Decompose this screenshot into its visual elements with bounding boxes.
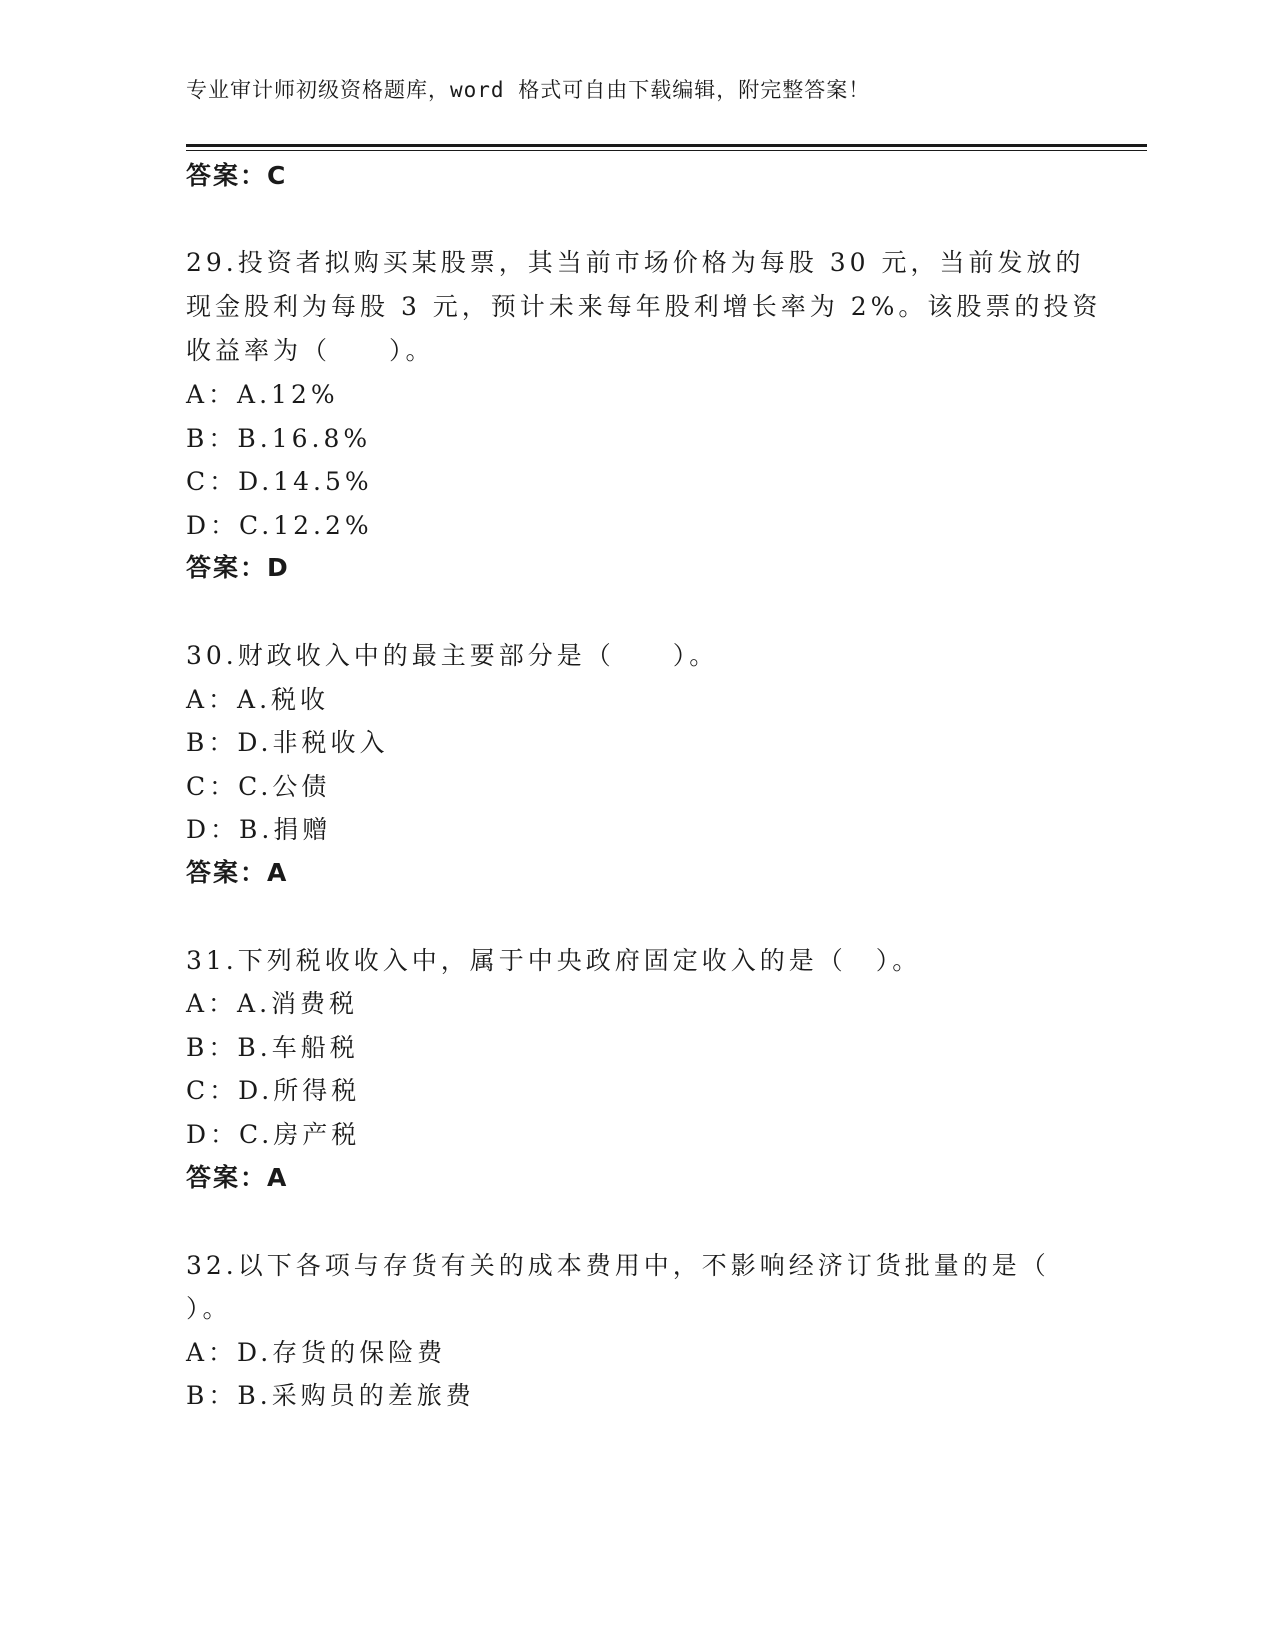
question-30-option-b: B：D.非税收入 [186, 728, 389, 757]
previous-answer: 答案：C [186, 161, 288, 190]
question-31-stem-line-1: 31.下列税收收入中，属于中央政府固定收入的是（ ）。 [186, 946, 922, 975]
question-29-option-d: D：C.12.2% [186, 511, 373, 540]
question-31-option-d: D：C.房产税 [186, 1120, 361, 1149]
header-rule-thin [186, 150, 1147, 151]
question-30-option-d: D：B.捐赠 [186, 815, 332, 844]
question-29-stem-line-3: 收益率为（ ）。 [186, 336, 435, 365]
question-31-option-b: B：B.车船税 [186, 1033, 359, 1062]
question-30-stem-line-1: 30.财政收入中的最主要部分是（ ）。 [186, 641, 719, 670]
question-31-option-a: A：A.消费税 [186, 989, 359, 1018]
question-29-stem-line-1: 29.投资者拟购买某股票，其当前市场价格为每股 30 元，当前发放的 [186, 248, 1085, 277]
page-header: 专业审计师初级资格题库，word 格式可自由下载编辑，附完整答案！ [186, 78, 871, 102]
question-32-option-b: B：B.采购员的差旅费 [186, 1381, 475, 1410]
question-30-option-a: A：A.税收 [186, 685, 330, 714]
question-29-option-c: C：D.14.5% [186, 467, 373, 496]
question-30-option-c: C：C.公债 [186, 772, 331, 801]
question-32-stem-line-2: ）。 [186, 1294, 232, 1323]
question-29-stem-line-2: 现金股利为每股 3 元，预计未来每年股利增长率为 2%。该股票的投资 [186, 292, 1102, 321]
question-29-answer: 答案：D [186, 553, 290, 582]
question-29-option-b: B：B.16.8% [186, 424, 372, 453]
question-32-stem-line-1: 32.以下各项与存货有关的成本费用中，不影响经济订货批量的是（ [186, 1251, 1050, 1280]
question-30-answer: 答案：A [186, 858, 289, 887]
question-29-option-a: A：A.12% [186, 380, 339, 409]
header-rule-thick [186, 144, 1147, 147]
question-32-option-a: A：D.存货的保险费 [186, 1338, 447, 1367]
question-31-option-c: C：D.所得税 [186, 1076, 361, 1105]
question-31-answer: 答案：A [186, 1163, 289, 1192]
